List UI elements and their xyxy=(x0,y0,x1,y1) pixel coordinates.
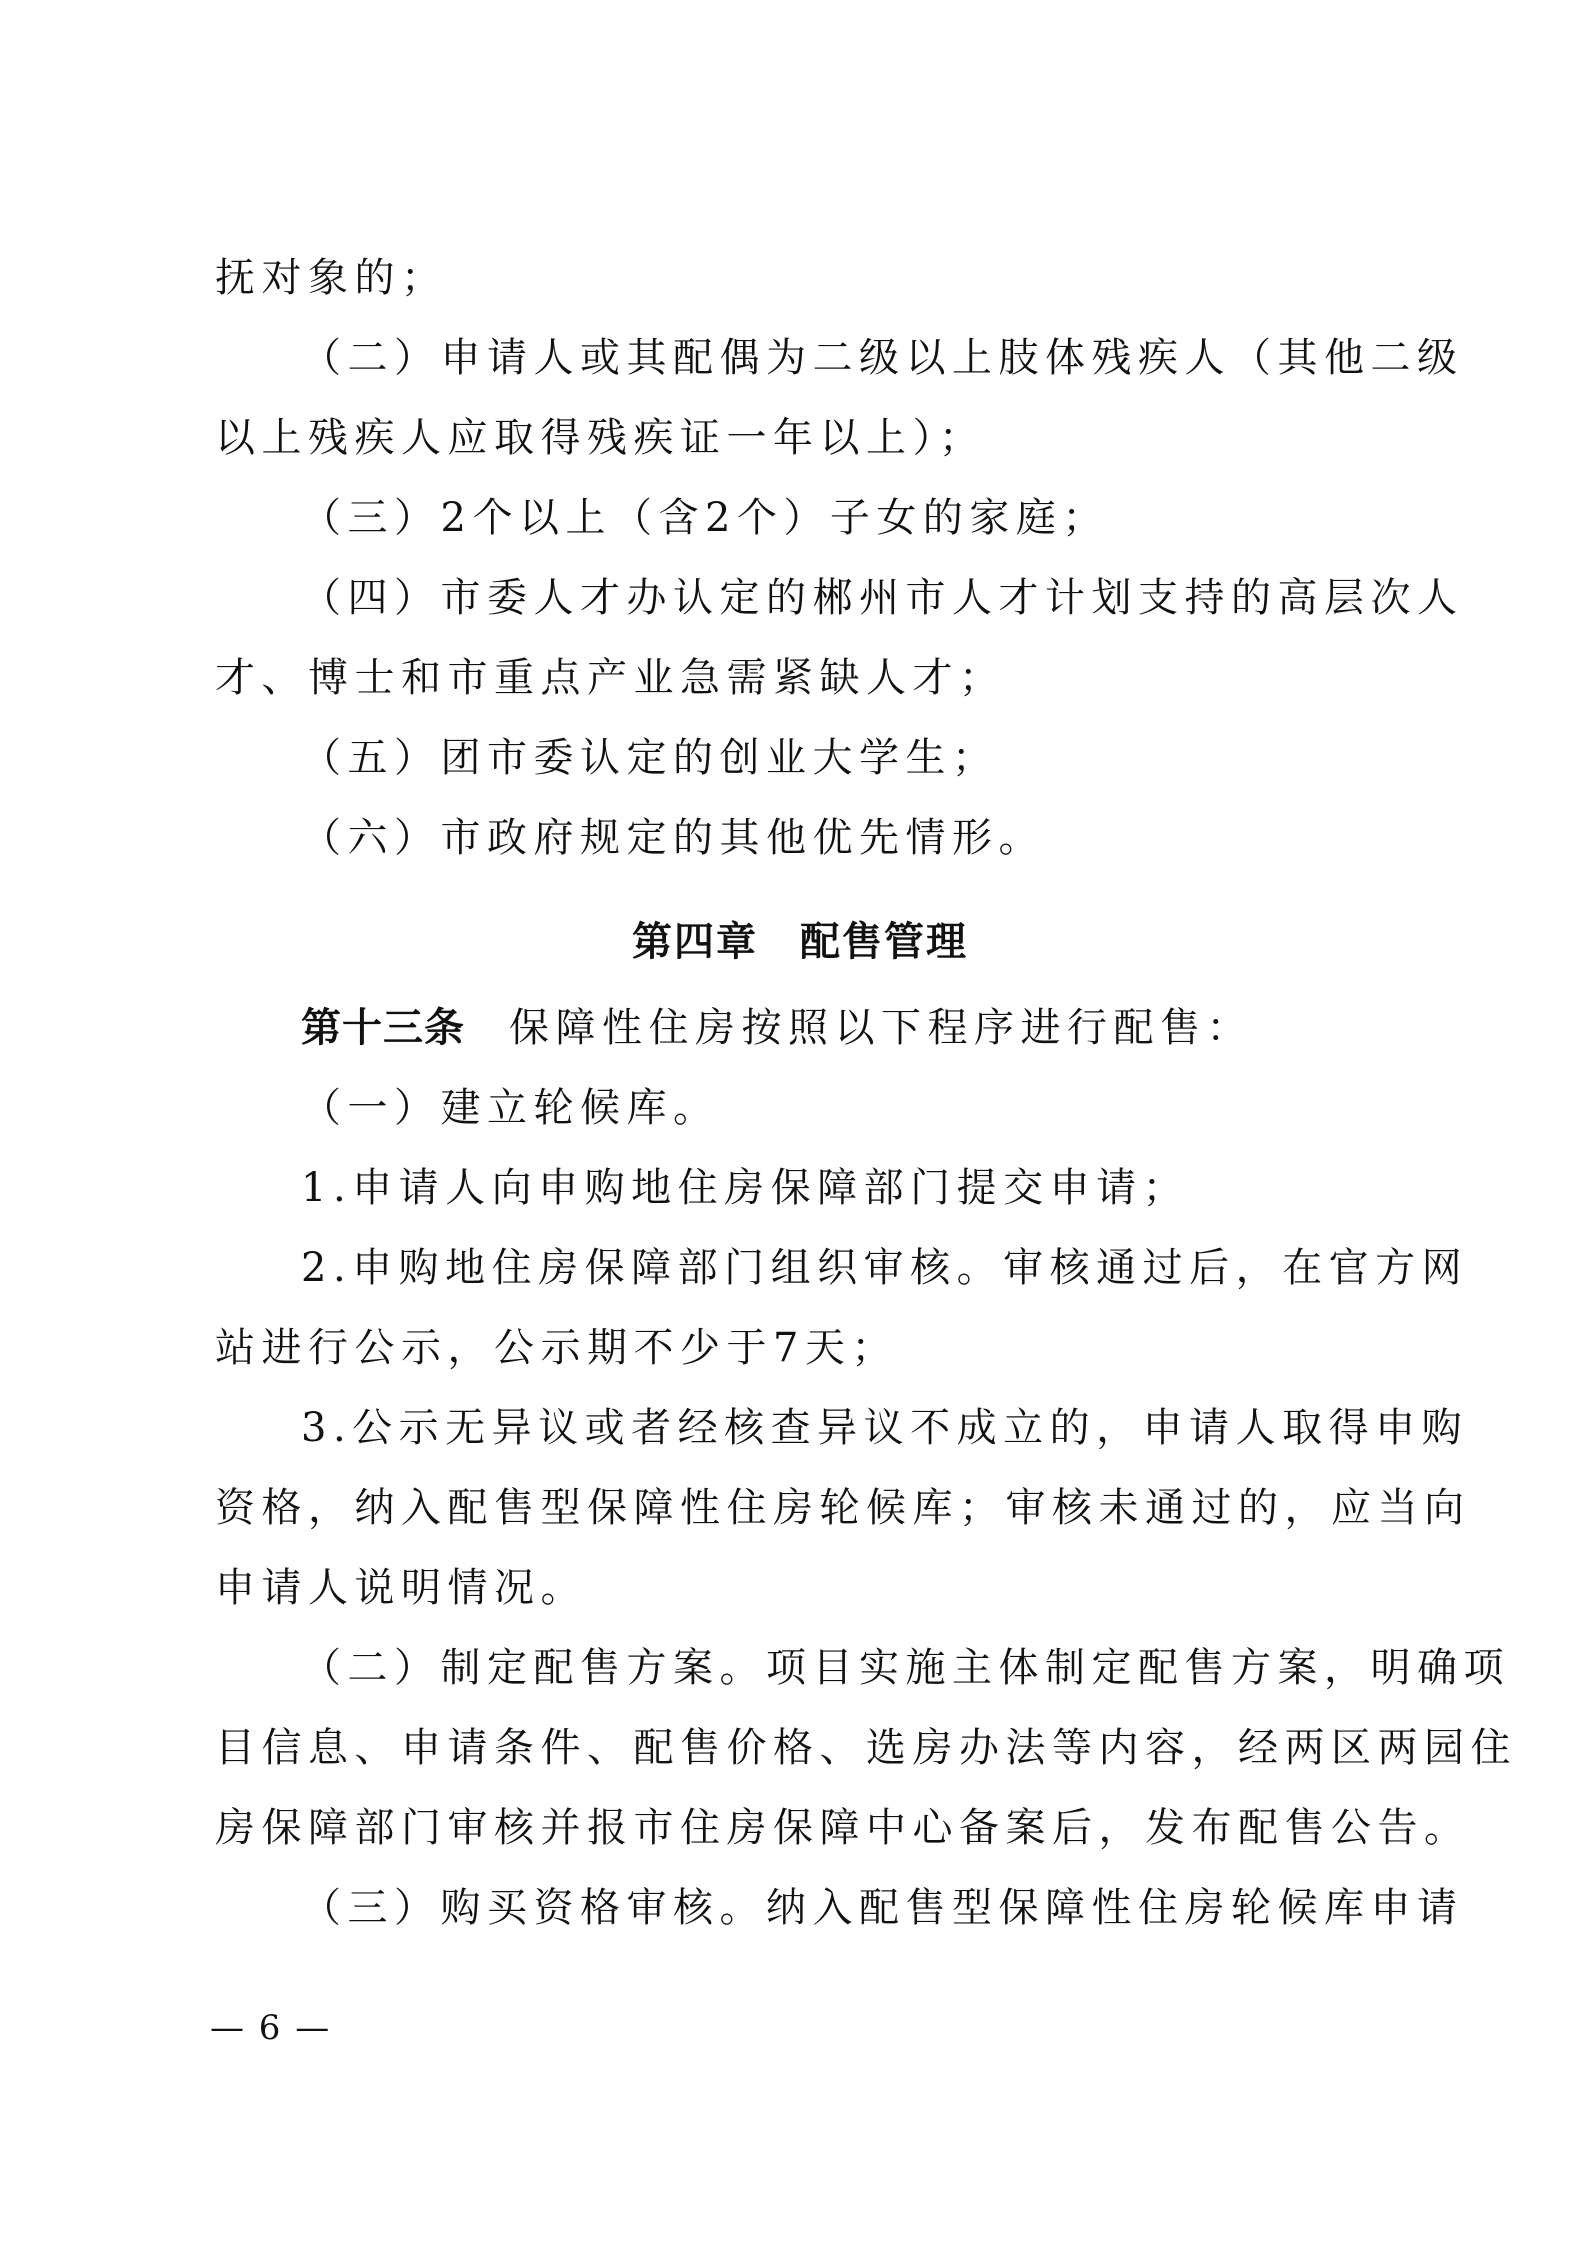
paragraph-line: 1.申请人向申购地住房保障部门提交申请； xyxy=(301,1165,1190,1211)
chapter-title: 第四章 配售管理 xyxy=(632,919,968,965)
paragraph-line: 2.申购地住房保障部门组织审核。审核通过后，在官方网 xyxy=(301,1245,1469,1291)
paragraph-line: 资格，纳入配售型保障性住房轮候库；审核未通过的，应当向 xyxy=(215,1485,1471,1531)
paragraph-line: （四）市委人才办认定的郴州市人才计划支持的高层次人 xyxy=(301,575,1464,621)
paragraph-line: 目信息、申请条件、配售价格、选房办法等内容，经两区两园住 xyxy=(215,1725,1517,1771)
paragraph-line: 才、博士和市重点产业急需紧缺人才； xyxy=(215,655,1006,701)
paragraph-line: 站进行公示，公示期不少于7天； xyxy=(215,1325,898,1371)
paragraph-line: （二）制定配售方案。项目实施主体制定配售方案，明确项 xyxy=(301,1645,1510,1691)
paragraph-line: （三）2个以上（含2个）子女的家庭； xyxy=(301,495,1109,541)
paragraph-line: （五）团市委认定的创业大学生； xyxy=(301,735,999,781)
article-text: 保障性住房按照以下程序进行配售： xyxy=(509,1005,1253,1051)
paragraph-line: 3.公示无异议或者经核查异议不成立的，申请人取得申购 xyxy=(301,1405,1469,1451)
paragraph-line: （一）建立轮候库。 xyxy=(301,1085,720,1131)
paragraph-line: 申请人说明情况。 xyxy=(215,1565,587,1611)
paragraph-line: 抚对象的； xyxy=(215,255,448,301)
article-heading: 第十三条 xyxy=(301,1005,465,1051)
paragraph-line: （二）申请人或其配偶为二级以上肢体残疾人（其他二级 xyxy=(301,335,1464,381)
paragraph-line: 房保障部门审核并报市住房保障中心备案后，发布配售公告。 xyxy=(215,1805,1471,1851)
page-number: — 6 — xyxy=(210,2008,332,2048)
document-body xyxy=(215,238,1517,1948)
paragraph-line: （六）市政府规定的其他优先情形。 xyxy=(301,815,1045,861)
paragraph-line: 以上残疾人应取得残疾证一年以上）； xyxy=(215,415,986,461)
paragraph-line: （三）购买资格审核。纳入配售型保障性住房轮候库申请 xyxy=(301,1885,1464,1931)
article-line xyxy=(215,988,1365,1068)
